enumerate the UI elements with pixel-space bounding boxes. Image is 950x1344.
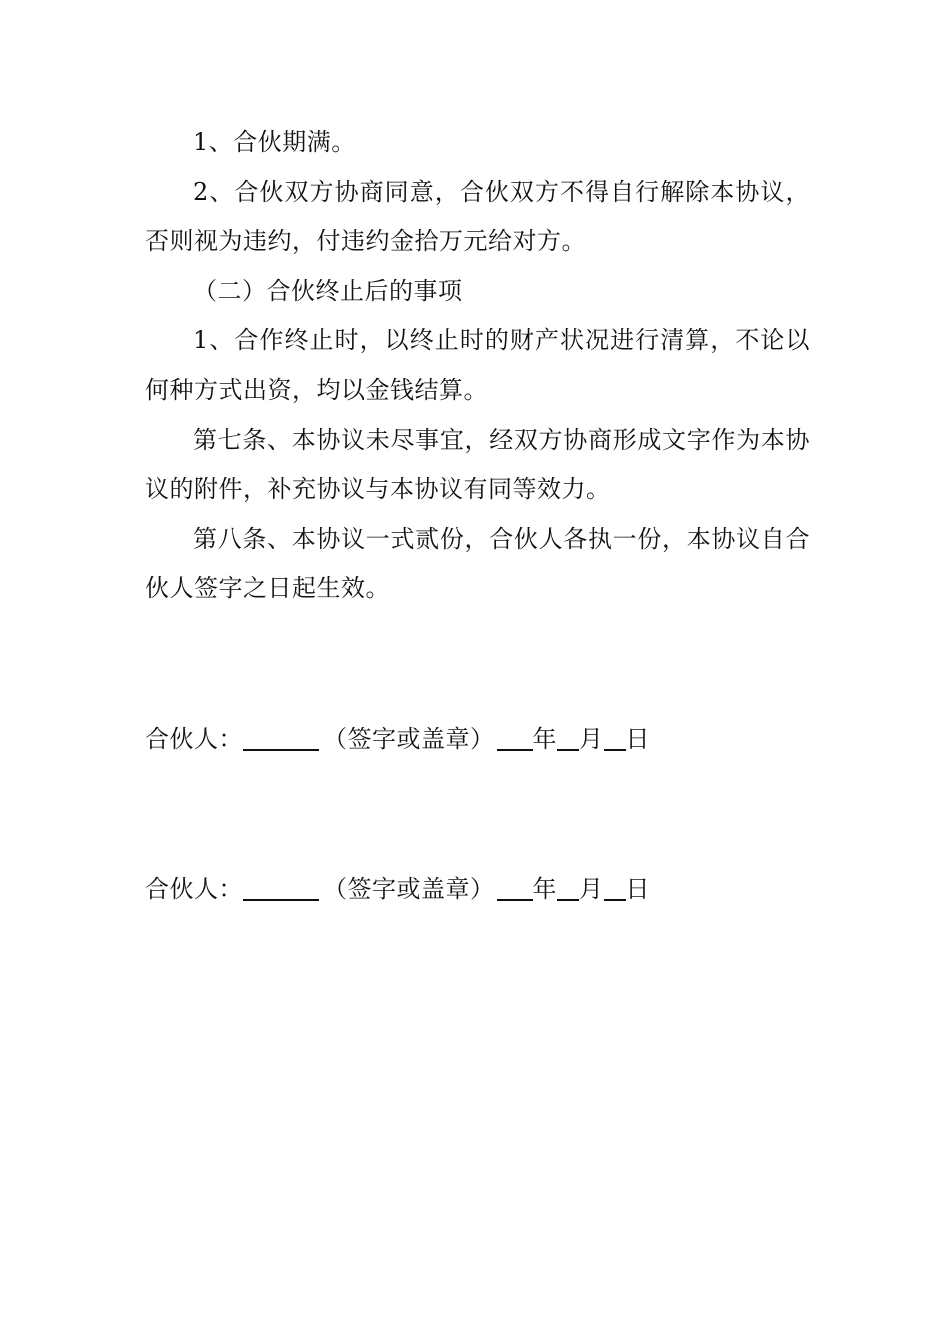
sign-note: （签字或盖章）: [323, 875, 495, 903]
day-label: 日: [625, 875, 650, 903]
partner-label: 合伙人：: [145, 725, 243, 753]
month-blank[interactable]: [557, 871, 579, 901]
agreement-body: [145, 118, 810, 614]
clause-mutual-consent: 2、合伙双方协商同意，合伙双方不得自行解除本协议，否则视为违约，付违约金拾万元给对方。: [145, 177, 810, 256]
signature-blank[interactable]: [243, 871, 319, 901]
clause-expiry: 1、合伙期满。: [193, 128, 356, 156]
signature-line-partner-2: [145, 869, 650, 909]
day-blank[interactable]: [604, 871, 626, 901]
clause-settlement: 1、合作终止时，以终止时的财产状况进行清算，不论以何种方式出资，均以金钱结算。: [145, 326, 810, 404]
year-label: 年: [532, 725, 557, 753]
partner-label: 合伙人：: [145, 875, 243, 903]
month-blank[interactable]: [557, 721, 579, 751]
sign-note: （签字或盖章）: [323, 725, 495, 753]
year-blank[interactable]: [497, 871, 533, 901]
signature-line-partner-1: [145, 719, 650, 759]
article-eight: 第八条、本协议一式贰份，合伙人各执一份，本协议自合伙人签字之日起生效。: [145, 524, 810, 603]
month-label: 月: [579, 725, 604, 753]
day-label: 日: [625, 725, 650, 753]
signature-blank[interactable]: [243, 721, 319, 751]
article-seven: 第七条、本协议未尽事宜，经双方协商形成文字作为本协议的附件，补充协议与本协议有同等效力。: [145, 425, 810, 504]
month-label: 月: [579, 875, 604, 903]
section-heading-after-termination: （二）合伙终止后的事项: [193, 276, 463, 305]
year-blank[interactable]: [497, 721, 533, 751]
year-label: 年: [532, 875, 557, 903]
day-blank[interactable]: [604, 721, 626, 751]
